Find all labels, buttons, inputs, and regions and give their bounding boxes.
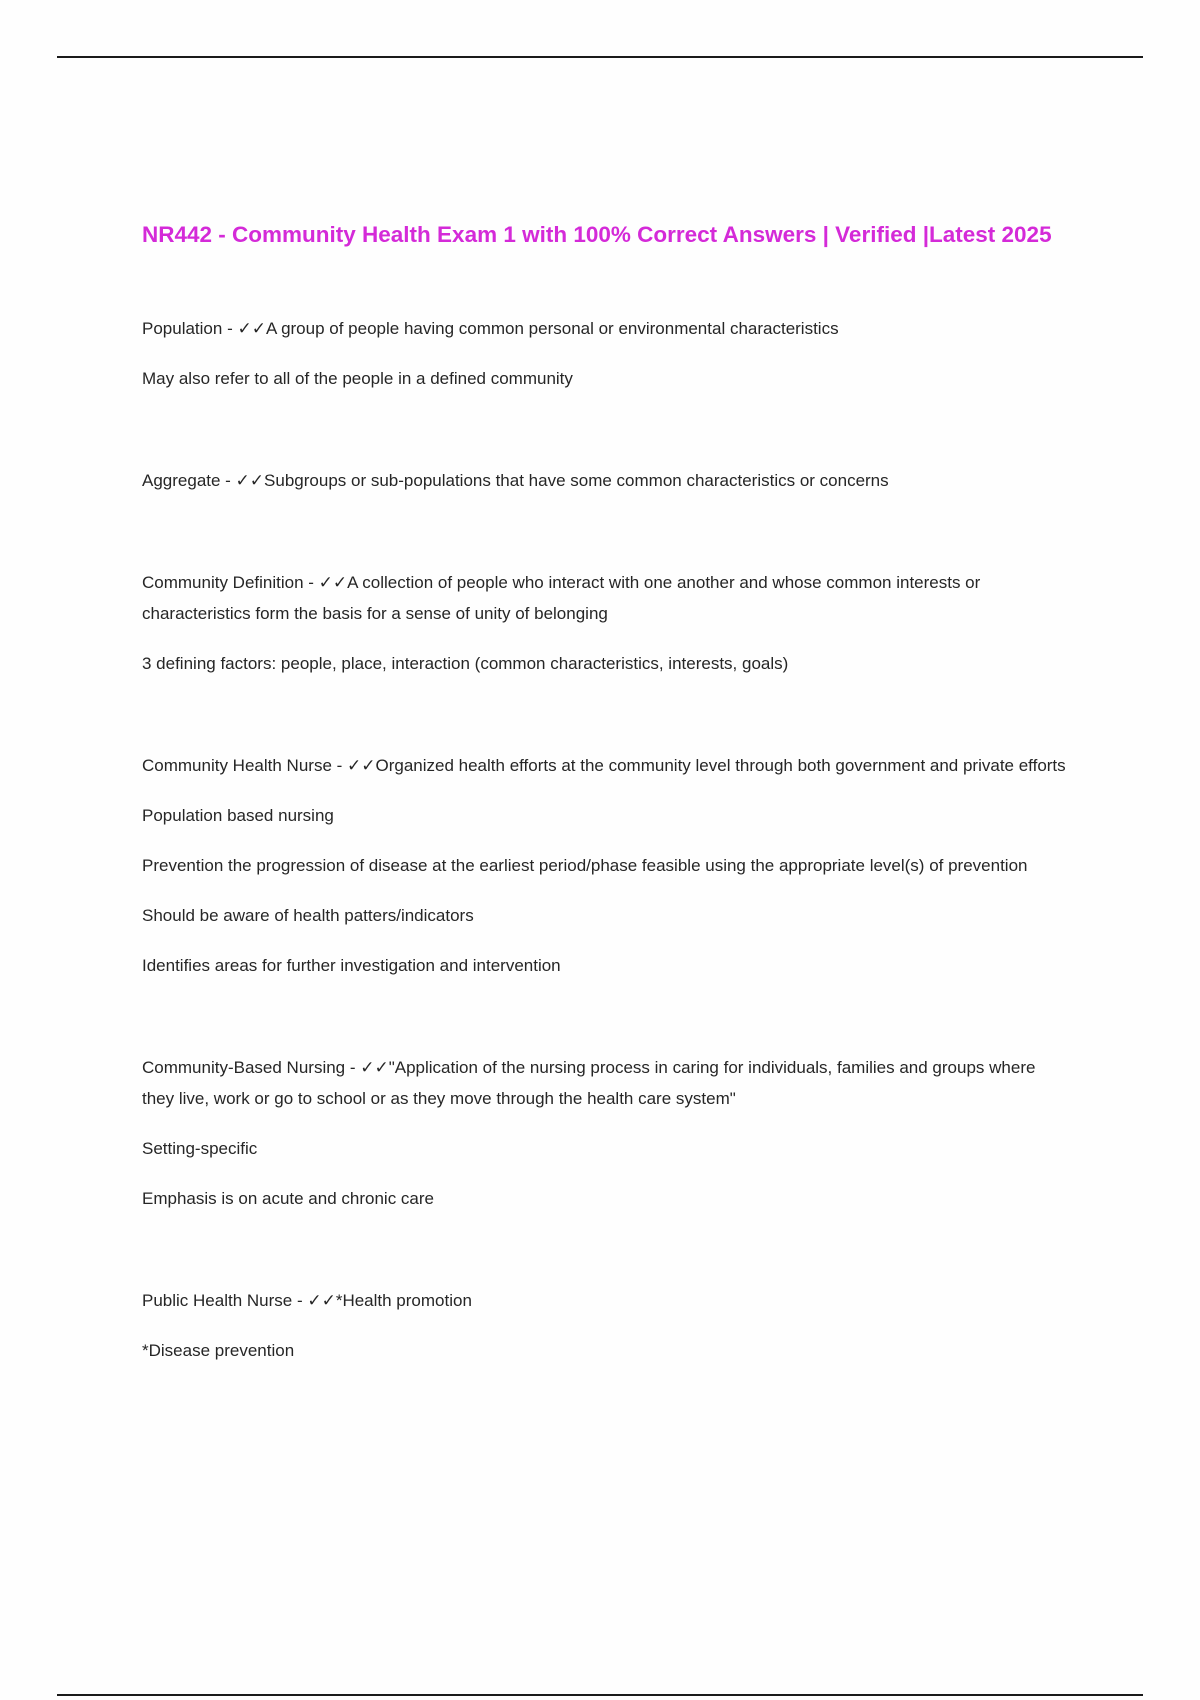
entry-community-health-nurse (142, 750, 1072, 981)
top-rule (57, 56, 1143, 58)
section-gap (142, 698, 1072, 750)
entry-public-health-nurse (142, 1285, 1072, 1366)
entry-line: Aggregate - ✓✓Subgroups or sub-populations that have some common characteristics or concerns (142, 471, 889, 490)
entry-line: Community Definition - ✓✓A collection of people who interact with one another and whose common interests or characteristics form the basis for a sense of unity of belonging (142, 573, 981, 623)
document-body (142, 214, 1072, 1385)
section-gap (142, 1233, 1072, 1285)
entry-line: Should be aware of health patters/indicators (142, 906, 474, 925)
entry-line: Community-Based Nursing - ✓✓"Application of the nursing process in caring for individuals, families and groups where they live, work or go to school or as they move through the health care system" (142, 1058, 1036, 1108)
entry-line: *Disease prevention (142, 1341, 295, 1360)
entry-line: Emphasis is on acute and chronic care (142, 1189, 434, 1208)
entry-aggregate (142, 465, 1072, 496)
entry-line: May also refer to all of the people in a defined community (142, 369, 573, 388)
entry-line: Public Health Nurse - ✓✓*Health promotion (142, 1291, 472, 1310)
entry-line: Prevention the progression of disease at the earliest period/phase feasible using the appropriate level(s) of prevention (142, 856, 1028, 875)
entry-line: Community Health Nurse - ✓✓Organized health efforts at the community level through both government and private efforts (142, 756, 1066, 775)
entry-line: 3 defining factors: people, place, interaction (common characteristics, interests, goals) (142, 654, 789, 673)
entry-line: Population - ✓✓A group of people having common personal or environmental characteristics (142, 319, 839, 338)
section-gap (142, 515, 1072, 567)
section-gap (142, 1000, 1072, 1052)
bottom-rule (57, 1694, 1143, 1696)
document-title: NR442 - Community Health Exam 1 with 100% Correct Answers | Verified |Latest 2025 (142, 222, 1052, 247)
entry-line: Setting-specific (142, 1139, 258, 1158)
entry-community-based-nursing (142, 1052, 1072, 1214)
entry-line: Identifies areas for further investigation and intervention (142, 956, 561, 975)
section-gap (142, 413, 1072, 465)
entry-community-definition (142, 567, 1072, 679)
entry-population (142, 313, 1072, 394)
entry-line: Population based nursing (142, 806, 334, 825)
